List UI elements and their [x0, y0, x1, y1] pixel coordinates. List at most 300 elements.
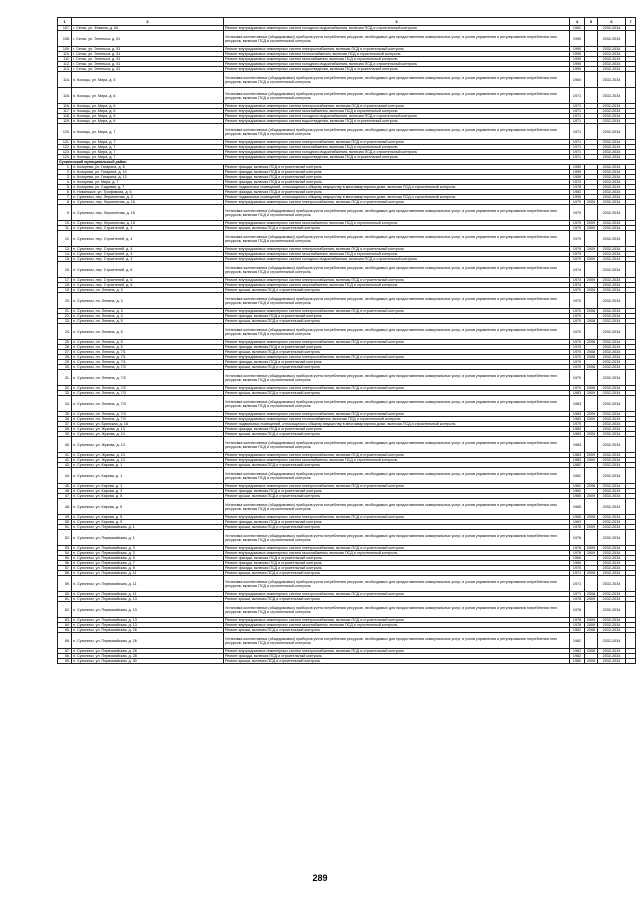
year-built: 1971 — [570, 88, 585, 104]
planned-period: 2032-2034 — [598, 283, 626, 288]
row-number: 57. — [58, 566, 72, 571]
planned-period: 2032-2034 — [598, 180, 626, 185]
planned-period: 2032-2034 — [598, 345, 626, 350]
address: п. Сухиничи, пл. Ленина, д. 7/2 — [72, 386, 224, 391]
planned-period: 2032-2034 — [598, 525, 626, 530]
row-number: 44. — [58, 468, 72, 484]
note — [626, 576, 636, 592]
table-row — [58, 396, 636, 412]
year-built: 1971 — [570, 145, 585, 150]
year-built: 1990 — [570, 67, 585, 72]
planned-period: 2032-2034 — [598, 618, 626, 623]
table-row — [58, 659, 636, 664]
year-built: 1983 — [570, 437, 585, 453]
row-number: 34. — [58, 396, 72, 412]
address: п. Косицы, ул. Мира, д. 6 — [72, 88, 224, 104]
address: п. Сухиничи, ул. Первомайская, д. 30 — [72, 659, 224, 664]
year-built: 1983 — [570, 391, 585, 396]
row-number: 49. — [58, 515, 72, 520]
row-number: 66. — [58, 633, 72, 649]
year-built: 1979 — [570, 205, 585, 221]
work-type: Ремонт внутридомовых инженерных систем теплоснабжения, включая ПСД и строительный контроль — [224, 52, 570, 57]
year-built: 1962 — [570, 654, 585, 659]
row-number: 14. — [58, 252, 72, 257]
note — [626, 88, 636, 104]
planned-period: 2032-2034 — [598, 468, 626, 484]
table-row — [58, 602, 636, 618]
year-built: 1963 — [570, 520, 585, 525]
note — [626, 205, 636, 221]
year-built: 1995 — [570, 195, 585, 200]
work-type: Установка коллективных (общедомовых) приборов учета потребления ресурсов, необходимых для предоставления коммунальных услуг, и узлов управления и регулирования потребления этих ресурсов, включая ПСД и строительный контроль — [224, 324, 570, 340]
work-type: Ремонт внутридомовых инженерных систем газоснабжения, включая ПСД и строительный контроль — [224, 551, 570, 556]
year-last-repair: 2008 — [585, 386, 598, 391]
year-built: 1983 — [570, 458, 585, 463]
address: п. Сухиничи, пер. Строителей, д. 6 — [72, 278, 224, 283]
row-number: 69. — [58, 659, 72, 664]
address: п. Сухиничи, пл. Ленина, д. 7/1 — [72, 350, 224, 355]
work-type: Ремонт внутридомовых инженерных систем газоснабжения, включая ПСД и строительный контроль — [224, 283, 570, 288]
work-type: Ремонт внутридомовых инженерных систем газоснабжения, включая ПСД и строительный контроль — [224, 221, 570, 226]
planned-period: 2032-2034 — [598, 165, 626, 170]
address: п. Козорева, ул. Гагарина, д. 8 — [72, 165, 224, 170]
work-type: Ремонт крыши, включая ПСД и строительный контроль — [224, 288, 570, 293]
row-number: 23. — [58, 319, 72, 324]
work-type: Ремонт фасада, включая ПСД и строительный контроль — [224, 345, 570, 350]
work-type: Ремонт крыши, включая ПСД и строительный контроль — [224, 365, 570, 370]
planned-period: 2032-2034 — [598, 278, 626, 283]
planned-period: 2032-2034 — [598, 355, 626, 360]
address: п. Сухиничи, пл. Ленина, д. 7/1 — [72, 355, 224, 360]
planned-period: 2032-2034 — [598, 649, 626, 654]
year-built: 1978 — [570, 623, 585, 628]
year-built: 1979 — [570, 226, 585, 231]
address: п. Сухиничи, пер. Лермонтова, д. 2 — [72, 195, 224, 200]
planned-period: 2032-2034 — [598, 319, 626, 324]
work-type: Ремонт внутридомовых инженерных систем электроснабжения, включая ПСД и строительный контроль — [224, 649, 570, 654]
work-type: Ремонт фасада, включая ПСД и строительный контроль — [224, 561, 570, 566]
work-type: Ремонт внутридомовых инженерных систем водоотведения, включая ПСД и строительный контроль — [224, 119, 570, 124]
row-number: 9. — [58, 205, 72, 221]
address: п. Сухиничи, ул. Первомайская, д. 1 — [72, 525, 224, 530]
year-last-repair — [585, 31, 598, 47]
planned-period: 2032-2034 — [598, 26, 626, 31]
row-number: 63. — [58, 618, 72, 623]
work-type: Ремонт внутридомовых инженерных систем газоснабжения, включая ПСД и строительный контроль — [224, 57, 570, 62]
year-built: 1970 — [570, 309, 585, 314]
address: п. Сухиничи, ул. Кирова, д. 5 — [72, 499, 224, 515]
row-number: 6. — [58, 190, 72, 195]
work-type: Ремонт внутридомовых инженерных систем холодного водоснабжения, включая ПСД и строительный контроль — [224, 62, 570, 67]
planned-period: 2032-2034 — [598, 185, 626, 190]
address: п. Сухиничи, пл. Ленина, д. 7/3 — [72, 412, 224, 417]
year-last-repair: 2009 — [585, 412, 598, 417]
section-title: Сухиничский муниципальный район — [58, 160, 636, 165]
note — [626, 468, 636, 484]
year-built: 1983 — [570, 417, 585, 422]
row-number: 108. — [58, 31, 72, 47]
planned-period: 2032-2034 — [598, 551, 626, 556]
year-last-repair — [585, 602, 598, 618]
row-number: 54. — [58, 551, 72, 556]
row-number: 122. — [58, 145, 72, 150]
row-number: 46. — [58, 489, 72, 494]
column-header: 3 — [224, 18, 570, 26]
work-type: Ремонт внутридомовых инженерных систем холодного водоснабжения, включая ПСД и строительный контроль — [224, 150, 570, 155]
address: п. Сухиничи, пер. Лермонтова, д. 15 — [72, 205, 224, 221]
address: п. Сухиничи, ул. Жукова, д. 13 — [72, 453, 224, 458]
planned-period: 2032-2034 — [598, 654, 626, 659]
year-built: 1973 — [570, 180, 585, 185]
work-type: Установка коллективных (общедомовых) приборов учета потребления ресурсов, необходимых для предоставления коммунальных услуг, и узлов управления и регулирования потребления этих ресурсов, включая ПСД и строительный контроль — [224, 205, 570, 221]
work-type: Ремонт крыши, включая ПСД и строительный контроль — [224, 525, 570, 530]
row-number: 29. — [58, 360, 72, 365]
work-type: Ремонт внутридомовых инженерных систем электроснабжения, включая ПСД и строительный контроль — [224, 546, 570, 551]
address: п. Сухиничи, ул. Жукова, д. 13 — [72, 432, 224, 437]
row-number: 31. — [58, 370, 72, 386]
year-last-repair: 2008 — [585, 659, 598, 664]
work-type: Ремонт фасада, включая ПСД и строительный контроль — [224, 170, 570, 175]
planned-period: 2032-2034 — [598, 140, 626, 145]
row-number: 117. — [58, 109, 72, 114]
planned-period: 2032-2034 — [598, 458, 626, 463]
year-built: 1976 — [570, 525, 585, 530]
address: п. Сухиничи, пер. Строителей, д. 4 — [72, 257, 224, 262]
planned-period: 2032-2034 — [598, 386, 626, 391]
work-type: Ремонт крыши, включая ПСД и строительный контроль — [224, 597, 570, 602]
work-type: Ремонт внутридомовых инженерных систем холодного водоснабжения, включая ПСД и строительный контроль — [224, 257, 570, 262]
work-type: Ремонт внутридомовых инженерных систем электроснабжения, включая ПСД и строительный контроль — [224, 340, 570, 345]
address: п. Сухиничи, ул. Первомайская, д. 3 — [72, 546, 224, 551]
year-built: 1978 — [570, 618, 585, 623]
work-type: Ремонт фасада, включая ПСД и строительный контроль — [224, 556, 570, 561]
work-type: Ремонт крыши, включая ПСД и строительный контроль — [224, 226, 570, 231]
year-last-repair: 2008 — [585, 355, 598, 360]
address: п. Сухиничи, ул. Кирова, д. 5 — [72, 515, 224, 520]
work-type: Ремонт крыши, включая ПСД и строительный контроль — [224, 463, 570, 468]
work-type: Установка коллективных (общедомовых) приборов учета потребления ресурсов, необходимых для предоставления коммунальных услуг, и узлов управления и регулирования потребления этих ресурсов, включая ПСД и строительный контроль — [224, 633, 570, 649]
address: п. Сухиничи, пл. Ленина, д. 7/2 — [72, 365, 224, 370]
year-built: 1970 — [570, 566, 585, 571]
address: п. Сухиничи, ул. Первомайская, д. 26 — [72, 649, 224, 654]
row-number: 59. — [58, 576, 72, 592]
row-number: 30. — [58, 365, 72, 370]
address: п. Сухиничи, пл. Ленина, д. 7/2 — [72, 370, 224, 386]
row-number: 110. — [58, 52, 72, 57]
row-number: 42. — [58, 458, 72, 463]
row-number: 68. — [58, 654, 72, 659]
year-built: 1983 — [570, 432, 585, 437]
address: п. Сухиничи, пл. Ленина, д. 7/3 — [72, 417, 224, 422]
address: п. Сухиничи, пл. Ленина, д. 3 — [72, 288, 224, 293]
planned-period: 2032-2034 — [598, 566, 626, 571]
year-built: 1964 — [570, 72, 585, 88]
planned-period: 2032-2034 — [598, 432, 626, 437]
planned-period: 2032-2034 — [598, 571, 626, 576]
address: п. Козорева, ул. Гагарина, д. 12 — [72, 175, 224, 180]
address: п. Сухиничи, пер. Лермонтова, д. 15 — [72, 200, 224, 205]
year-last-repair — [585, 530, 598, 546]
planned-period: 2032-2034 — [598, 530, 626, 546]
work-type: Установка коллективных (общедомовых) приборов учета потребления ресурсов, необходимых для предоставления коммунальных услуг, и узлов управления и регулирования потребления этих ресурсов, включая ПСД и строительный контроль — [224, 530, 570, 546]
planned-period: 2032-2034 — [598, 417, 626, 422]
address: п. Сухиничи, пл. Ленина, д. 3 — [72, 309, 224, 314]
row-number: 124. — [58, 155, 72, 160]
year-built: 1966 — [570, 561, 585, 566]
planned-period: 2032-2034 — [598, 659, 626, 664]
address: п. Косицы, ул. Мира, д. 7 — [72, 155, 224, 160]
address: п. Сухиничи, ул. Брянская, д. 16 — [72, 422, 224, 427]
year-last-repair: 2008 — [585, 340, 598, 345]
work-type: Ремонт фасада, включая ПСД и строительный контроль — [224, 360, 570, 365]
year-last-repair: 2009 — [585, 221, 598, 226]
year-built: 1962 — [570, 468, 585, 484]
work-type: Ремонт фасада, включая ПСД и строительный контроль — [224, 489, 570, 494]
year-last-repair: 2009 — [585, 257, 598, 262]
work-type: Установка коллективных (общедомовых) приборов учета потребления ресурсов, необходимых для предоставления коммунальных услуг, и узлов управления и регулирования потребления этих ресурсов, включая ПСД и строительный контроль — [224, 499, 570, 515]
address: п. Сухиничи, пл. Ленина, д. 7/1 — [72, 360, 224, 365]
year-built: 1970 — [570, 422, 585, 427]
work-type: Ремонт внутридомовых инженерных систем теплоснабжения, включая ПСД и строительный контроль — [224, 417, 570, 422]
row-number: 107. — [58, 26, 72, 31]
year-built: 1971 — [570, 104, 585, 109]
year-last-repair: 2009 — [585, 432, 598, 437]
year-last-repair — [585, 72, 598, 88]
year-last-repair: 2009 — [585, 551, 598, 556]
planned-period: 2032-2034 — [598, 288, 626, 293]
row-number: 2. — [58, 170, 72, 175]
note — [626, 231, 636, 247]
address: п. Сухиничи, пл. Ленина, д. 3 — [72, 314, 224, 319]
planned-period: 2032-2034 — [598, 252, 626, 257]
table-row — [58, 576, 636, 592]
year-last-repair: 2009 — [585, 546, 598, 551]
row-number: 8. — [58, 200, 72, 205]
work-type: Установка коллективных (общедомовых) приборов учета потребления ресурсов, необходимых для предоставления коммунальных услуг, и узлов управления и регулирования потребления этих ресурсов, включая ПСД и строительный контроль — [224, 468, 570, 484]
planned-period: 2032-2034 — [598, 437, 626, 453]
row-number: 17. — [58, 278, 72, 283]
page-number: 289 — [312, 873, 328, 883]
year-built: 1971 — [570, 155, 585, 160]
row-number: 53. — [58, 546, 72, 551]
address: п. Косицы, ул. Мира, д. 6 — [72, 114, 224, 119]
planned-period: 2032-2034 — [598, 47, 626, 52]
row-number: 22. — [58, 314, 72, 319]
address: п. Сухиничи, ул. Первомайская, д. 11 — [72, 576, 224, 592]
table-row — [58, 124, 636, 140]
year-built: 1971 — [570, 124, 585, 140]
row-number: 67. — [58, 649, 72, 654]
year-built: 1976 — [570, 530, 585, 546]
work-type: Установка коллективных (общедомовых) приборов учета потребления ресурсов, необходимых для предоставления коммунальных услуг, и узлов управления и регулирования потребления этих ресурсов, включая ПСД и строительный контроль — [224, 231, 570, 247]
planned-period: 2032-2034 — [598, 453, 626, 458]
year-built: 1970 — [570, 319, 585, 324]
work-type: Ремонт внутридомовых инженерных систем электроснабжения, включая ПСД и строительный контроль — [224, 484, 570, 489]
note — [626, 72, 636, 88]
address: п. Косицы, ул. Мира, д. 6 — [72, 119, 224, 124]
column-header: 4 — [570, 18, 585, 26]
year-built: 1970 — [570, 360, 585, 365]
year-built: 1976 — [570, 546, 585, 551]
work-type: Ремонт внутридомовых инженерных систем электроснабжения, включая ПСД и строительный контроль — [224, 386, 570, 391]
planned-period: 2032-2034 — [598, 57, 626, 62]
year-last-repair: 2008 — [585, 350, 598, 355]
table-row — [58, 205, 636, 221]
planned-period: 2032-2034 — [598, 72, 626, 88]
year-built: 1970 — [570, 365, 585, 370]
planned-period: 2032-2034 — [598, 556, 626, 561]
address: п. Сухиничи, пл. Ленина, д. 7/3 — [72, 396, 224, 412]
work-type: Ремонт внутридомовых инженерных систем газоснабжения, включая ПСД и строительный контроль — [224, 145, 570, 150]
note — [626, 633, 636, 649]
year-built: 1979 — [570, 247, 585, 252]
year-built: 1983 — [570, 427, 585, 432]
note — [626, 262, 636, 278]
planned-period: 2032-2034 — [598, 231, 626, 247]
row-number: 111. — [58, 57, 72, 62]
year-last-repair: 2008 — [585, 365, 598, 370]
address: п. Сухиничи, ул. Первомайская, д. 1 — [72, 530, 224, 546]
row-number: 119. — [58, 119, 72, 124]
planned-period: 2032-2034 — [598, 52, 626, 57]
work-type: Установка коллективных (общедомовых) приборов учета потребления ресурсов, необходимых для предоставления коммунальных услуг, и узлов управления и регулирования потребления этих ресурсов, включая ПСД и строительный контроль — [224, 262, 570, 278]
year-built: 1962 — [570, 628, 585, 633]
planned-period: 2032-2034 — [598, 200, 626, 205]
address: п. Сухиничи, ул. Первомайская, д. 9 — [72, 566, 224, 571]
year-last-repair: 2008 — [585, 571, 598, 576]
work-type: Ремонт внутридомовых инженерных систем электроснабжения, включая ПСД и строительный контроль — [224, 140, 570, 145]
row-number: 24. — [58, 324, 72, 340]
note — [626, 396, 636, 412]
planned-period: 2032-2034 — [598, 190, 626, 195]
address: п. Сухиничи, ул. Кирова, д. 9 — [72, 520, 224, 525]
year-built: 1971 — [570, 576, 585, 592]
address: г. Сенск, ул. Фомина, д. 54 — [72, 26, 224, 31]
work-type: Установка коллективных (общедомовых) приборов учета потребления ресурсов, необходимых для предоставления коммунальных услуг, и узлов управления и регулирования потребления этих ресурсов, включая ПСД и строительный контроль — [224, 437, 570, 453]
planned-period: 2032-2034 — [598, 205, 626, 221]
year-built: 1983 — [570, 453, 585, 458]
year-built: 1970 — [570, 350, 585, 355]
planned-period: 2032-2034 — [598, 150, 626, 155]
row-number: 1. — [58, 165, 72, 170]
row-number: 18. — [58, 283, 72, 288]
capital-repair-table — [57, 17, 636, 664]
planned-period: 2032-2034 — [598, 597, 626, 602]
table-row — [58, 262, 636, 278]
year-built: 1959 — [570, 170, 585, 175]
planned-period: 2032-2034 — [598, 31, 626, 47]
note — [626, 602, 636, 618]
work-type: Установка коллективных (общедомовых) приборов учета потребления ресурсов, необходимых для предоставления коммунальных услуг, и узлов управления и регулирования потребления этих ресурсов, включая ПСД и строительный контроль — [224, 72, 570, 88]
year-last-repair: 2009 — [585, 247, 598, 252]
year-built: 1971 — [570, 140, 585, 145]
year-built: 1962 — [570, 489, 585, 494]
address: г. Сенск, ул. Энгельса, д. 51 — [72, 67, 224, 72]
address: г. Сенск, ул. Энгельса, д. 51 — [72, 47, 224, 52]
year-last-repair: 2008 — [585, 484, 598, 489]
address: п. Сухиничи, пл. Ленина, д. 7/3 — [72, 391, 224, 396]
note — [626, 437, 636, 453]
table-row — [58, 72, 636, 88]
row-number: 52. — [58, 530, 72, 546]
planned-period: 2032-2034 — [598, 109, 626, 114]
row-number: 21. — [58, 309, 72, 314]
year-last-repair — [585, 124, 598, 140]
address: п. Сухиничи, пер. Строителей, д. 4 — [72, 247, 224, 252]
row-number: 35. — [58, 412, 72, 417]
work-type: Ремонт внутридомовых инженерных систем газоснабжения, включая ПСД и строительный контроль — [224, 109, 570, 114]
column-header: 6 — [598, 18, 626, 26]
year-built: 1970 — [570, 340, 585, 345]
year-built: 1983 — [570, 190, 585, 195]
row-number: 28. — [58, 355, 72, 360]
address: п. Косицы, ул. Мира, д. 6 — [72, 109, 224, 114]
note — [626, 124, 636, 140]
planned-period: 2032-2034 — [598, 427, 626, 432]
row-number: 41. — [58, 453, 72, 458]
year-built: 1990 — [570, 52, 585, 57]
planned-period: 2032-2034 — [598, 195, 626, 200]
planned-period: 2032-2034 — [598, 67, 626, 72]
planned-period: 2032-2034 — [598, 226, 626, 231]
work-type: Ремонт крыши, включая ПСД и строительный контроль — [224, 628, 570, 633]
year-built: 1990 — [570, 57, 585, 62]
year-last-repair: 2009 — [585, 525, 598, 530]
row-number: 39. — [58, 432, 72, 437]
address: п. Сухиничи, пл. Ленина, д. 3 — [72, 293, 224, 309]
work-type: Ремонт внутридомовых инженерных систем газоснабжения, включая ПСД и строительный контроль — [224, 458, 570, 463]
work-type: Ремонт фасада, включая ПСД и строительный контроль — [224, 427, 570, 432]
row-number: 19. — [58, 288, 72, 293]
planned-period: 2032-2034 — [598, 350, 626, 355]
row-number: 65. — [58, 628, 72, 633]
row-number: 60. — [58, 592, 72, 597]
row-number: 109. — [58, 47, 72, 52]
work-type: Ремонт внутридомовых инженерных систем электроснабжения, включая ПСД и строительный контроль — [224, 200, 570, 205]
planned-period: 2032-2034 — [598, 119, 626, 124]
row-number: 113. — [58, 67, 72, 72]
year-built: 1971 — [570, 592, 585, 597]
planned-period: 2032-2034 — [598, 314, 626, 319]
planned-period: 2032-2034 — [598, 247, 626, 252]
planned-period: 2032-2034 — [598, 88, 626, 104]
address: п. Сухиничи, ул. Первомайская, д. 5 — [72, 556, 224, 561]
address: п. Сухиничи, ул. Первомайская, д. 26 — [72, 633, 224, 649]
year-built: 1970 — [570, 293, 585, 309]
address: п. Сухиничи, ул. Первомайская, д. 13 — [72, 597, 224, 602]
work-type: Ремонт внутридомовых инженерных систем электроснабжения, включая ПСД и строительный контроль — [224, 618, 570, 623]
column-header: 5 — [585, 18, 598, 26]
address: п. Сухиничи, ул. Жукова, д. 13 — [72, 437, 224, 453]
year-last-repair: 2009 — [585, 288, 598, 293]
work-type: Ремонт внутридомовых инженерных систем электроснабжения, включая ПСД и строительный контроль — [224, 355, 570, 360]
year-built: 1978 — [570, 185, 585, 190]
row-number: 3. — [58, 175, 72, 180]
year-last-repair — [585, 576, 598, 592]
work-type: Ремонт внутридомовых инженерных систем электроснабжения, включая ПСД и строительный контроль — [224, 592, 570, 597]
row-number: 10. — [58, 221, 72, 226]
note — [626, 324, 636, 340]
table-row — [58, 633, 636, 649]
row-number: 50. — [58, 520, 72, 525]
address: п. Сухиничи, пл. Ленина, д. 5 — [72, 324, 224, 340]
work-type: Ремонт внутридомовых инженерных систем холодного водоснабжения, включая ПСД и строительный контроль — [224, 26, 570, 31]
work-type: Ремонт крыши, включая ПСД и строительный контроль — [224, 391, 570, 396]
year-last-repair: 2008 — [585, 309, 598, 314]
year-built: 1976 — [570, 551, 585, 556]
address: п. Сухиничи, ул. Кирова, д. 1 — [72, 484, 224, 489]
address: п. Сухиничи, ул. Первомайская, д. 26 — [72, 628, 224, 633]
